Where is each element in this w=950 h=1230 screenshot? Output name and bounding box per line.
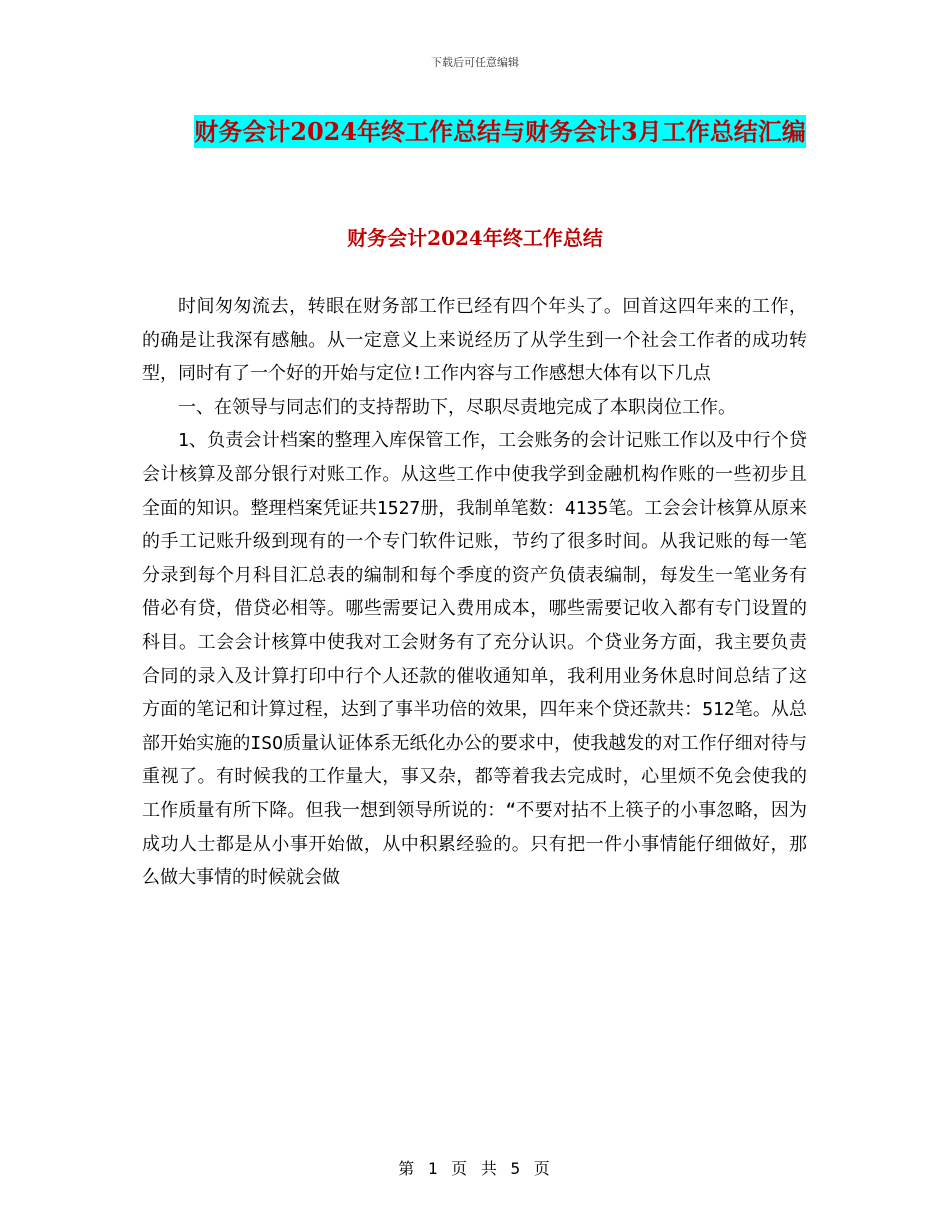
- paragraph-1: 时间匆匆流去，转眼在财务部工作已经有四个年头了。回首这四年来的工作，的确是让我深有感触。从一定意义上来说经历了从学生到一个社会工作者的成功转型，同时有了一个好的开始与定位!工作内容与工作感想大体有以下几点: [142, 296, 807, 385]
- document-body: [142, 290, 807, 895]
- header-note: 下载后可任意编辑: [431, 56, 519, 69]
- paragraph-2: 一、在领导与同志们的支持帮助下，尽职尽责地完成了本职岗位工作。: [178, 396, 736, 418]
- document-title-text: 财务会计2024年终工作总结与财务会计3月工作总结汇编: [194, 117, 806, 146]
- paragraph-3: 1、负责会计档案的整理入库保管工作，工会账务的会计记账工作以及中行个贷会计核算及部分银行对账工作。从这些工作中使我学到金融机构作账的一些初步且全面的知识。整理档案凭证共1527册，我制单笔数：4135笔。工会会计核算从原来的手工记账升级到现有的一个专门软件记账，节约了很多时间。从我记账的每一笔分录到每个月科目汇总表的编制和每个季度的资产负债表编制，每发生一笔业务有借必有贷，借贷必相等。哪些需要记入费用成本，哪些需要记收入都有专门设置的科目。工会会计核算中使我对工会财务有了充分认识。个贷业务方面，我主要负责合同的录入及计算打印中行个人还款的催收通知单，我利用业务休息时间总结了这方面的笔记和计算过程，达到了事半功倍的效果，四年来个贷还款共：512笔。从总部开始实施的ISO质量认证体系无纸化办公的要求中，使我越发的对工作仔细对待与重视了。有时候我的工作量大，事又杂，都等着我去完成时，心里烦不免会使我的工作质量有所下降。但我一想到领导所说的：“不要对拈不上筷子的小事忽略，因为成功人士都是从小事开始做，从中积累经验的。只有把一件小事情能仔细做好，那么做大事情的时候就会做: [142, 430, 807, 889]
- document-title: [150, 110, 850, 154]
- section-title: 财务会计2024年终工作总结: [347, 226, 603, 250]
- page-number: 第 1 页 共 5 页: [398, 1159, 552, 1178]
